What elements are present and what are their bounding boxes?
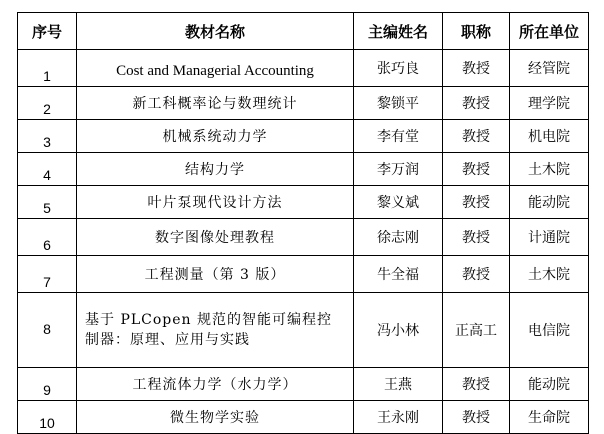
row-editor: 李万润 (354, 153, 443, 186)
row-editor: 李有堂 (354, 120, 443, 153)
row-title: 机械系统动力学 (77, 120, 354, 153)
row-serial: 5 (18, 186, 77, 219)
row-serial: 2 (18, 87, 77, 120)
row-editor: 王燕 (354, 368, 443, 401)
row-unit: 土木院 (510, 153, 589, 186)
row-rank: 教授 (443, 87, 510, 120)
row-editor: 冯小林 (354, 293, 443, 368)
row-editor: 黎义斌 (354, 186, 443, 219)
row-serial: 3 (18, 120, 77, 153)
row-serial: 8 (18, 293, 77, 368)
row-editor: 张巧良 (354, 50, 443, 87)
table-row (18, 293, 589, 368)
table-row (18, 50, 589, 87)
row-unit: 电信院 (510, 293, 589, 368)
table-row (18, 219, 589, 256)
header-editor: 主编姓名 (354, 13, 443, 50)
header-rank: 职称 (443, 13, 510, 50)
row-editor: 徐志刚 (354, 219, 443, 256)
row-rank: 教授 (443, 186, 510, 219)
table-row (18, 87, 589, 120)
row-rank: 教授 (443, 219, 510, 256)
row-serial: 1 (18, 50, 77, 87)
row-editor: 牛全福 (354, 256, 443, 293)
row-title: 新工科概率论与数理统计 (77, 87, 354, 120)
row-rank: 教授 (443, 368, 510, 401)
row-serial: 6 (18, 219, 77, 256)
header-title: 教材名称 (77, 13, 354, 50)
row-title: 微生物学实验 (77, 401, 354, 434)
row-unit: 能动院 (510, 186, 589, 219)
table-row (18, 120, 589, 153)
row-editor: 王永刚 (354, 401, 443, 434)
table-row (18, 368, 589, 401)
row-unit: 计通院 (510, 219, 589, 256)
row-serial: 7 (18, 256, 77, 293)
row-rank: 教授 (443, 120, 510, 153)
header-unit: 所在单位 (510, 13, 589, 50)
textbook-table (17, 12, 589, 434)
row-rank: 教授 (443, 153, 510, 186)
row-unit: 理学院 (510, 87, 589, 120)
row-title: 叶片泵现代设计方法 (77, 186, 354, 219)
row-rank: 教授 (443, 256, 510, 293)
row-unit: 能动院 (510, 368, 589, 401)
row-title: 数字图像处理教程 (77, 219, 354, 256)
row-rank: 教授 (443, 401, 510, 434)
row-title: 结构力学 (77, 153, 354, 186)
row-rank: 教授 (443, 50, 510, 87)
table-row (18, 401, 589, 434)
row-unit: 土木院 (510, 256, 589, 293)
header-serial: 序号 (18, 13, 77, 50)
header-row (18, 13, 589, 50)
row-title: 工程测量（第 3 版） (77, 256, 354, 293)
table-row (18, 186, 589, 219)
row-serial: 10 (18, 401, 77, 434)
row-rank: 正高工 (443, 293, 510, 368)
row-title: Cost and Managerial Accounting (77, 50, 354, 87)
row-unit: 经管院 (510, 50, 589, 87)
row-serial: 4 (18, 153, 77, 186)
row-editor: 黎锁平 (354, 87, 443, 120)
table-row (18, 153, 589, 186)
row-serial: 9 (18, 368, 77, 401)
row-title: 基于 PLCopen 规范的智能可编程控制器：原理、应用与实践 (77, 293, 354, 368)
row-unit: 生命院 (510, 401, 589, 434)
row-title: 工程流体力学（水力学） (77, 368, 354, 401)
row-unit: 机电院 (510, 120, 589, 153)
table-row (18, 256, 589, 293)
